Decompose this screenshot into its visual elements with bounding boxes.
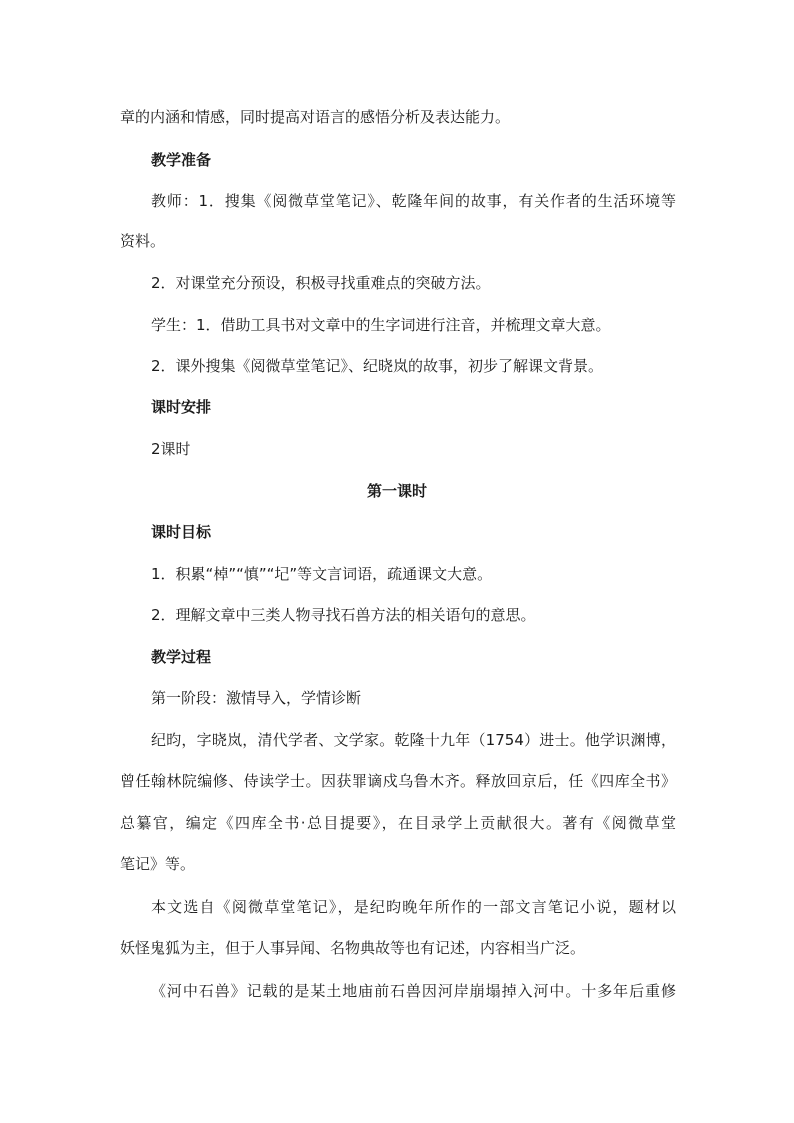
paragraph-line: 曾任翰林院编修、侍读学士。因获罪谪戍乌鲁木齐。释放回京后，任《四库全书》: [120, 772, 676, 790]
paragraph-line: 章的内涵和情感，同时提高对语言的感悟分析及表达能力。: [120, 108, 511, 126]
paragraph-line: 1．积累“棹”“慎”“圮”等文言词语，疏通课文大意。: [151, 565, 493, 583]
paragraph-line: 妖怪鬼狐为主，但于人事异闻、名物典故等也有记述，内容相当广泛。: [120, 939, 586, 957]
paragraph-line: 纪昀，字晓岚，清代学者、文学家。乾隆十九年（1754）进士。他学识渊博，: [151, 731, 676, 749]
section-heading-process: 教学过程: [151, 648, 212, 666]
paragraph-line: 笔记》等。: [120, 855, 196, 873]
section-heading-schedule: 课时安排: [151, 398, 212, 416]
paragraph-line: 总纂官，编定《四库全书·总目提要》，在目录学上贡献很大。著有《阅微草堂: [120, 814, 676, 832]
paragraph-line: 学生：1．借助工具书对文章中的生字词进行注音，并梳理文章大意。: [151, 316, 611, 334]
paragraph-line: 2．课外搜集《阅微草堂笔记》、纪晓岚的故事，初步了解课文背景。: [151, 357, 604, 375]
paragraph-line: 教师：1．搜集《阅微草堂笔记》、乾隆年间的故事，有关作者的生活环境等: [151, 192, 676, 210]
paragraph-line: 2课时: [151, 440, 191, 458]
lesson-title: 第一课时: [366, 482, 427, 500]
paragraph-line: 2．理解文章中三类人物寻找石兽方法的相关语句的意思。: [151, 606, 536, 624]
section-heading-goals: 课时目标: [151, 523, 212, 541]
paragraph-line: 第一阶段：激情导入，学情诊断: [151, 689, 362, 707]
paragraph-line: 资料。: [120, 232, 166, 250]
section-heading-preparation: 教学准备: [151, 151, 212, 169]
paragraph-line: 本文选自《阅微草堂笔记》，是纪昀晚年所作的一部文言笔记小说，题材以: [151, 898, 676, 916]
paragraph-line: 《河中石兽》记载的是某土地庙前石兽因河岸崩塌掉入河中。十多年后重修: [151, 982, 676, 1000]
paragraph-line: 2．对课堂充分预设，积极寻找重难点的突破方法。: [151, 274, 491, 292]
